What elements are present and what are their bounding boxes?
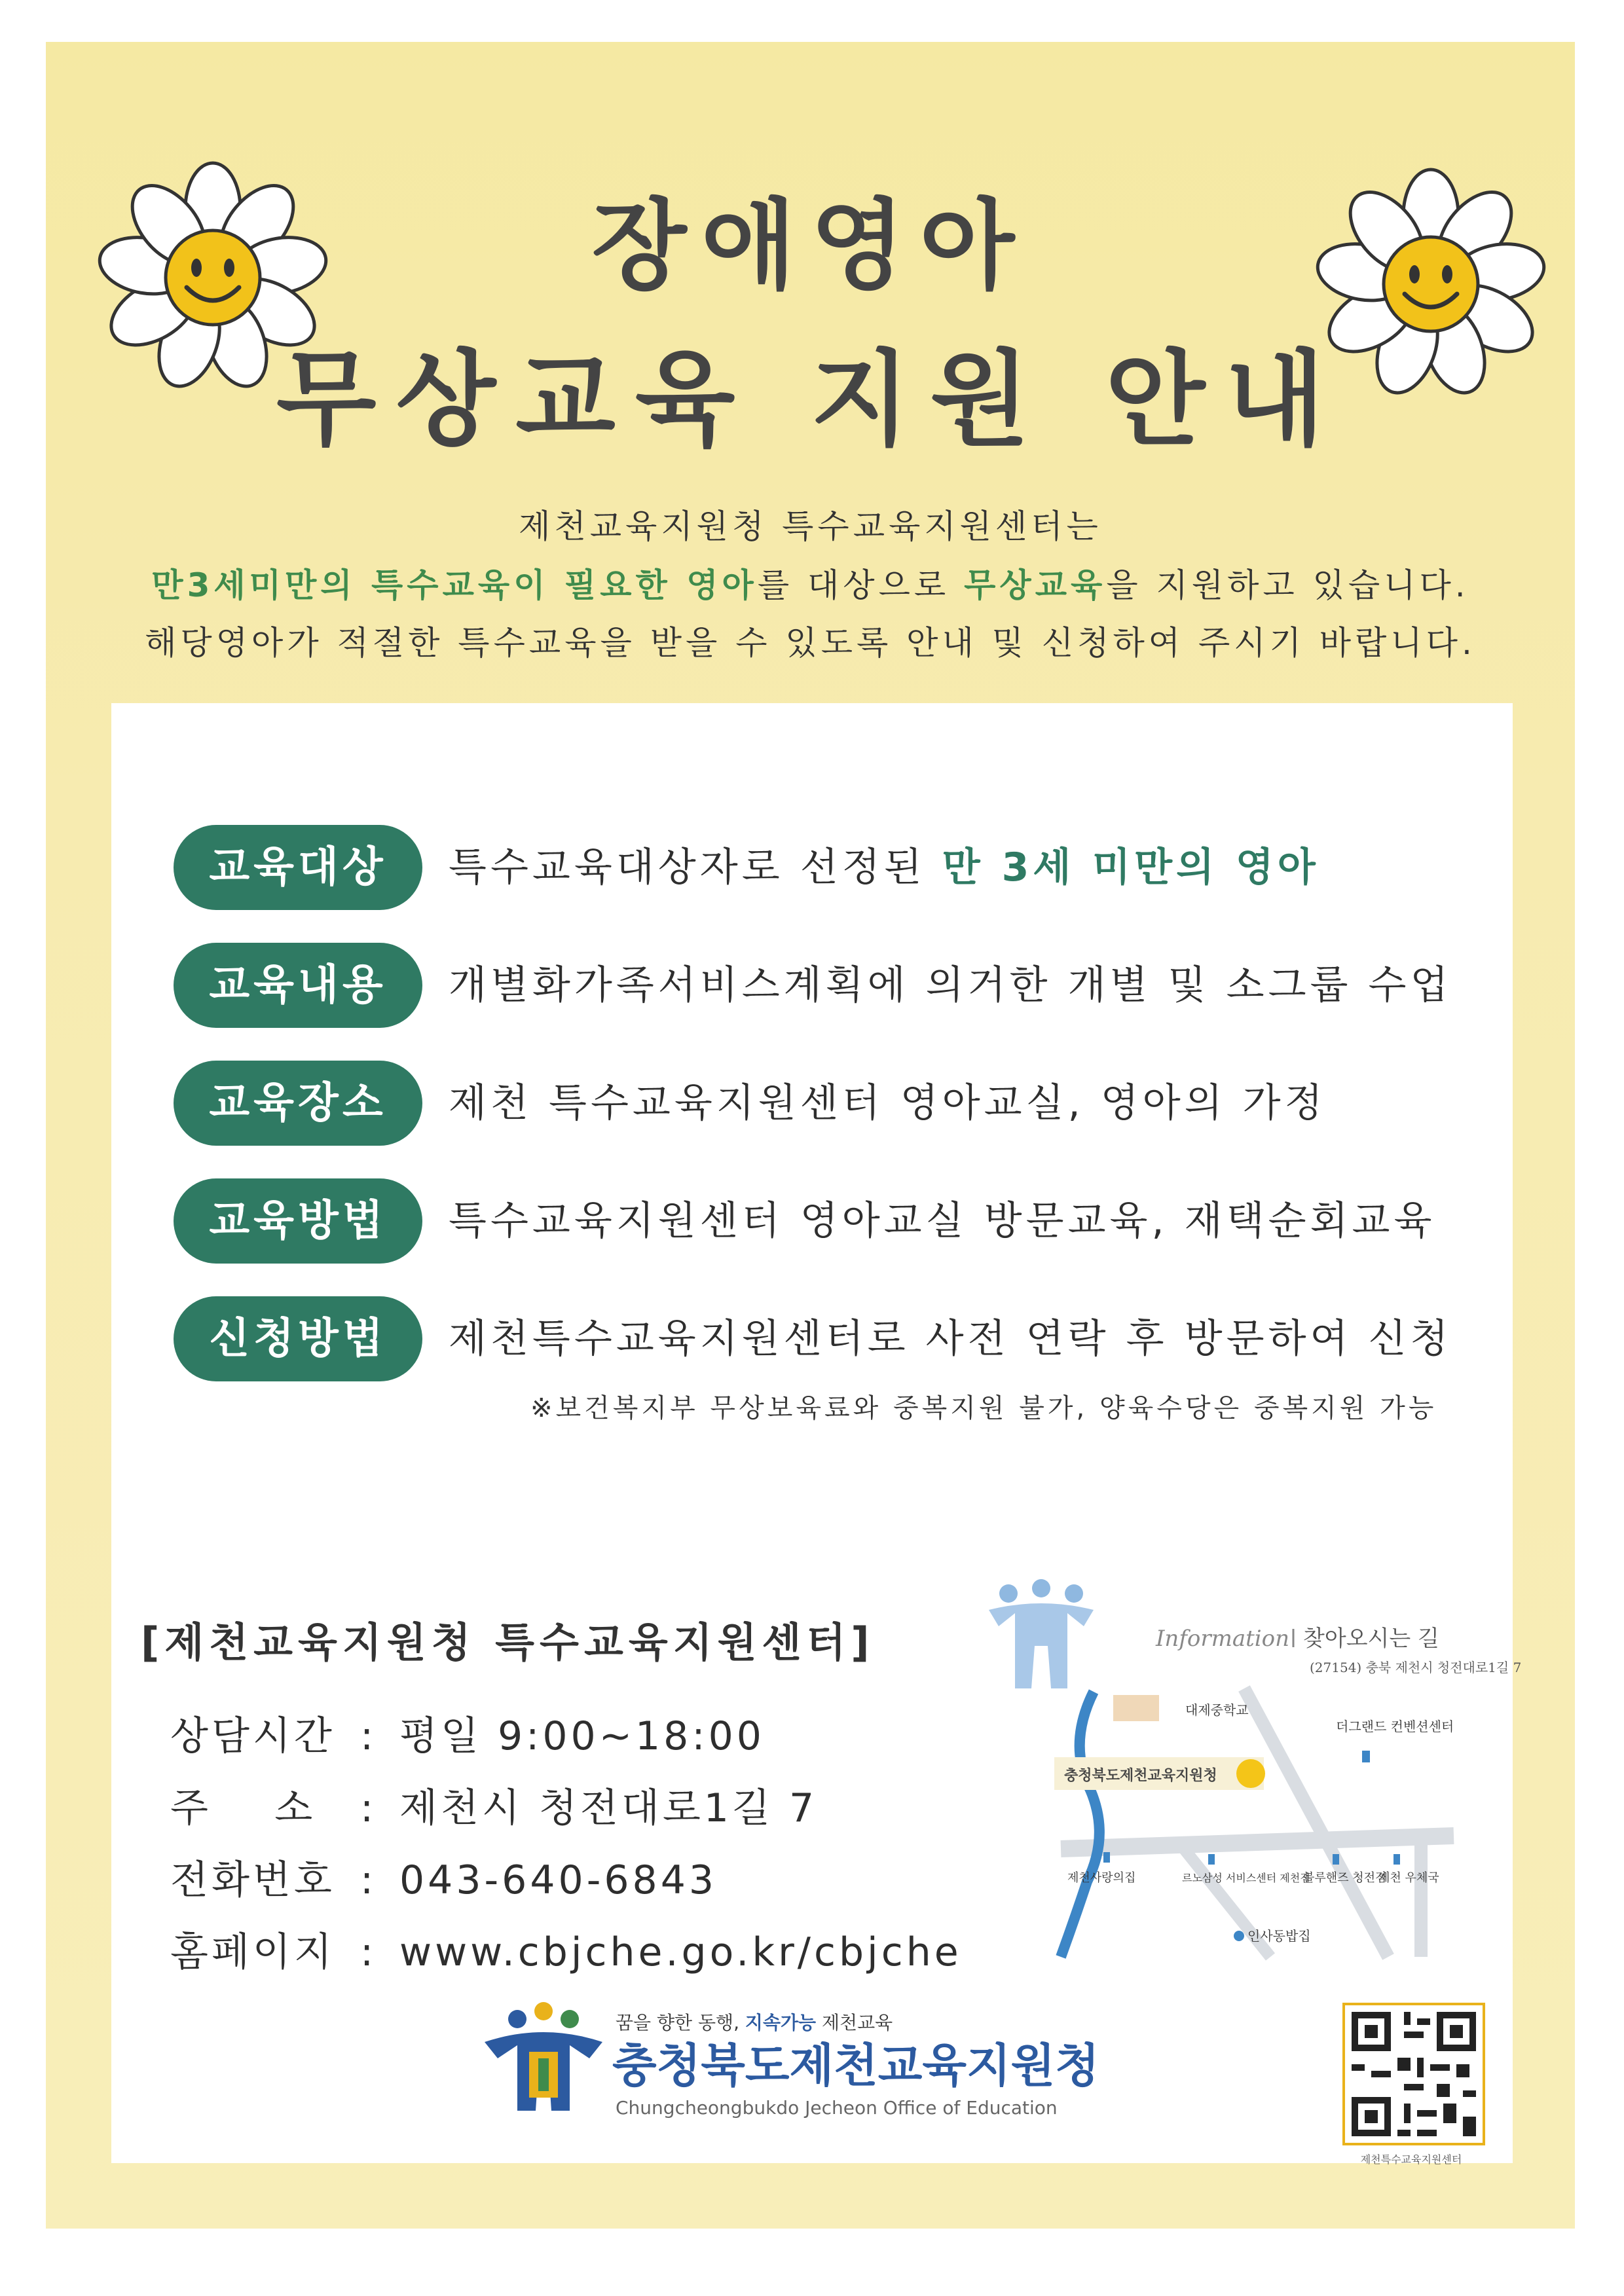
info-value[interactable]: www.cbjche.go.kr/cbjche (399, 1929, 962, 1975)
svg-text:찾아오시는 길: 찾아오시는 길 (1303, 1626, 1439, 1652)
row-place (174, 1061, 1516, 1146)
intro-highlight-target: 만3세미만의 특수교육이 필요한 영아 (151, 566, 758, 604)
office-logo (478, 1980, 1099, 2137)
label-pill: 교육방법 (174, 1178, 422, 1264)
info-label: 홈페이지 (170, 1929, 335, 1975)
intro-text: 를 대상으로 (757, 566, 965, 604)
label-pill: 신청방법 (174, 1296, 422, 1381)
row-method (174, 1178, 1516, 1264)
poster (46, 42, 1575, 2229)
row-text: 특수교육지원센터 영아교실 방문교육, 재택순회교육 (449, 1198, 1436, 1244)
info-label: 전화번호 (170, 1857, 335, 1903)
row-text: 제천 특수교육지원센터 영아교실, 영아의 가정 (449, 1080, 1327, 1126)
label-pill: 교육내용 (174, 943, 422, 1028)
row-text-main: 특수교육대상자로 선정된 (449, 845, 942, 890)
svg-text:(27154) 충북 제천시 청전대로1길 7: (27154) 충북 제천시 청전대로1길 7 (1310, 1660, 1522, 1675)
svg-text:대제중학교: 대제중학교 (1185, 1702, 1249, 1718)
label-pill: 교육대상 (174, 825, 422, 910)
center-title: [제천교육지원청 특수교육지원센터] (141, 1618, 875, 1666)
info-homepage: 홈페이지 : www.cbjche.go.kr/cbjche (170, 1921, 962, 1977)
intro-highlight-free: 무상교육 (964, 566, 1107, 604)
location-map (969, 1574, 1522, 1960)
intro-line-3: 해당영아가 적절한 특수교육을 받을 수 있도록 안내 및 신청하여 주시기 바랍니다. (145, 624, 1476, 662)
people-logo-icon (989, 1579, 1094, 1688)
info-value: 제천시 청전대로1길 7 (399, 1785, 818, 1831)
row-text-highlight: 만 3세 미만의 영아 (942, 845, 1320, 890)
info-value: 평일 9:00~18:00 (399, 1713, 765, 1759)
row-text: 제천특수교육지원센터로 사전 연락 후 방문하여 신청 (449, 1316, 1452, 1362)
office-emblem-icon (485, 2002, 602, 2111)
info-value: 043-640-6843 (399, 1857, 718, 1903)
svg-text:더그랜드 컨벤션센터: 더그랜드 컨벤션센터 (1336, 1719, 1454, 1734)
title-line-2: 무상교육 지원 안내 (276, 340, 1345, 460)
row-content (174, 943, 1516, 1028)
label-pill: 교육장소 (174, 1061, 422, 1146)
svg-text:충청북도제천교육지원청: 충청북도제천교육지원청 (612, 2039, 1099, 2092)
intro-line-2 (46, 559, 1575, 606)
info-label: 상담시간 (170, 1713, 335, 1759)
row-text: 개별화가족서비스계획에 의거한 개별 및 소그룹 수업 (449, 962, 1452, 1008)
row-apply (174, 1296, 1516, 1381)
info-phone: 전화번호 : 043-640-6843 (170, 1849, 717, 1905)
intro-text-end: 을 지원하고 있습니다. (1106, 566, 1469, 604)
title-line-1: 장애영아 (591, 189, 1029, 303)
qr-code-icon[interactable] (1342, 2003, 1485, 2145)
qr-caption: 제천특수교육지원센터 (1360, 2153, 1462, 2166)
info-card (111, 703, 1522, 2166)
svg-text:Chungcheongbukdo Jecheon Offic: Chungcheongbukdo Jecheon Office of Education (616, 2097, 1058, 2119)
svg-text:제천 우체국: 제천 우체국 (1378, 1871, 1439, 1885)
svg-text:블루핸즈 청전점: 블루핸즈 청전점 (1303, 1871, 1387, 1885)
footnote: ※보건복지부 무상보육료와 중복지원 불가, 양육수당은 중복지원 가능 (530, 1393, 1437, 1423)
svg-text:Information: Information (1156, 1626, 1290, 1652)
info-label: 주 소 (170, 1785, 316, 1831)
info-address: 주 소 : 제천시 청전대로1길 7 (170, 1777, 817, 1833)
svg-text:인사동밥집: 인사동밥집 (1247, 1928, 1311, 1944)
row-text (449, 825, 1320, 910)
svg-text:제천사랑의집: 제천사랑의집 (1067, 1871, 1136, 1885)
intro-line-1: 제천교육지원청 특수교육지원센터는 (519, 507, 1102, 545)
info-hours: 상담시간 : 평일 9:00~18:00 (170, 1705, 765, 1761)
svg-text:꿈을 향한 동행, 지속가능 제천교육: 꿈을 향한 동행, 지속가능 제천교육 (616, 2012, 893, 2033)
svg-text:충청북도제천교육지원청: 충청북도제천교육지원청 (1064, 1768, 1217, 1784)
svg-text:르노삼성 서비스센터 제천점: 르노삼성 서비스센터 제천점 (1182, 1872, 1310, 1884)
row-target (174, 825, 1516, 910)
